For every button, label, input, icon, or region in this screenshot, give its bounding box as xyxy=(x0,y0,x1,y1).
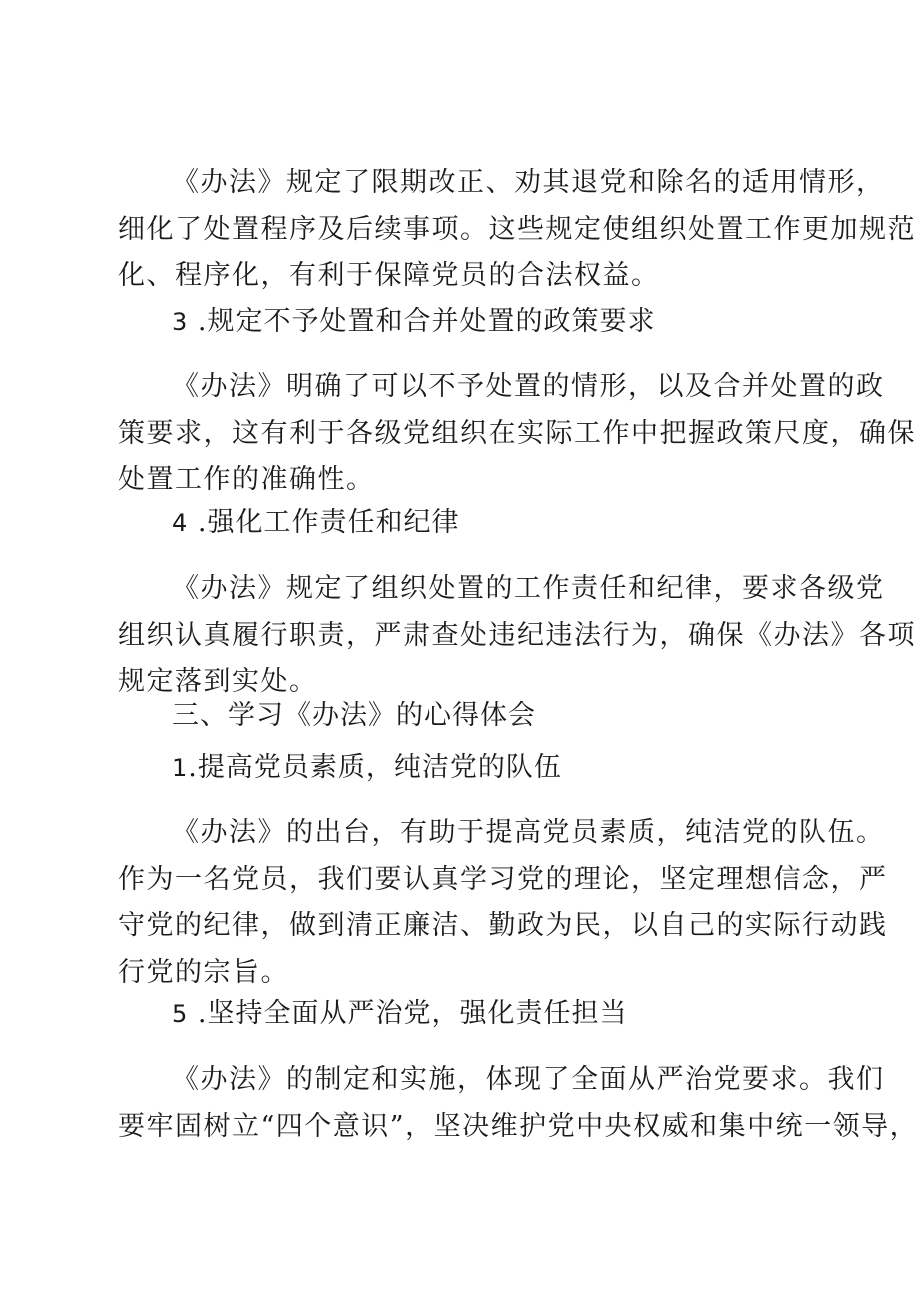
paragraph-line: 处置工作的准确性。 xyxy=(118,464,375,495)
paragraph-disposal-situations xyxy=(118,160,916,300)
heading-item-1 xyxy=(172,745,812,792)
heading-item-3 xyxy=(172,299,812,346)
paragraph-line: 《办法》规定了限期改正、劝其退党和除名的适用情形， xyxy=(172,167,885,198)
heading-text: .提高党员素质，纯洁党的队伍 xyxy=(188,752,562,783)
heading-text: .规定不予处置和合并处置的政策要求 xyxy=(188,306,656,337)
heading-number: 5 xyxy=(172,1000,189,1028)
paragraph-line: 《办法》规定了组织处置的工作责任和纪律，要求各级党 xyxy=(172,573,885,604)
heading-number: 1 xyxy=(172,754,189,782)
heading-number: 4 xyxy=(172,509,189,537)
paragraph-line: 规定落到实处。 xyxy=(118,666,318,697)
paragraph-party-quality xyxy=(118,810,888,996)
paragraph-line: 组织认真履行职责，严肃查处违纪违法行为，确保《办法》各项 xyxy=(118,619,916,651)
paragraph-line: 守党的纪律，做到清正廉洁、勤政为民，以自己的实际行动践 xyxy=(118,910,888,941)
paragraph-line: 《办法》的制定和实施，体现了全面从严治党要求。我们 xyxy=(172,1064,885,1095)
paragraph-responsibility xyxy=(118,566,916,706)
heading-item-5 xyxy=(172,991,812,1038)
heading-text: .强化工作责任和纪律 xyxy=(188,507,460,538)
section-heading-three: 三、学习《办法》的心得体会 xyxy=(172,700,536,731)
paragraph-line: 要牢固树立“四个意识”，坚决维护党中央权威和集中统一领导， xyxy=(118,1110,919,1142)
paragraph-strict-governance xyxy=(118,1057,919,1150)
paragraph-line: 细化了处置程序及后续事项。这些规定使组织处置工作更加规范 xyxy=(118,213,916,245)
paragraph-line: 作为一名党员，我们要认真学习党的理论，坚定理想信念，严 xyxy=(118,863,888,895)
heading-item-4 xyxy=(172,500,812,547)
paragraph-line: 《办法》的出台，有助于提高党员素质，纯洁党的队伍。 xyxy=(172,817,885,848)
heading-number: 3 xyxy=(172,308,189,336)
paragraph-line: 策要求，这有利于各级党组织在实际工作中把握政策尺度，确保 xyxy=(118,417,916,449)
heading-text: .坚持全面从严治党，强化责任担当 xyxy=(188,998,628,1029)
paragraph-line: 行党的宗旨。 xyxy=(118,956,289,988)
paragraph-line: 《办法》明确了可以不予处置的情形，以及合并处置的政 xyxy=(172,371,885,402)
paragraph-no-disposal xyxy=(118,364,916,504)
paragraph-line: 化、程序化，有利于保障党员的合法权益。 xyxy=(118,260,660,291)
